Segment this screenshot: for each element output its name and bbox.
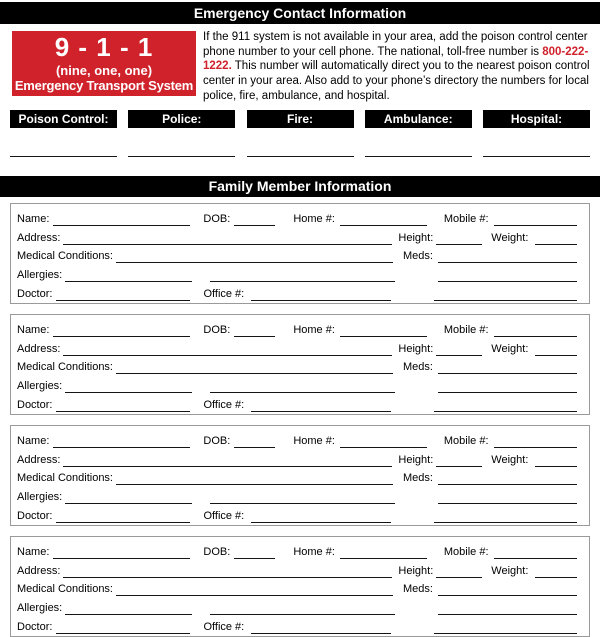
office-phone-fill-line [251, 408, 391, 412]
allergies-label: Allergies: [17, 380, 63, 393]
poison-control-phone-number: 800-222-1222. [203, 45, 589, 73]
intro-text-after: This number will automatically direct you to the nearest poison control center in your area. Also add to your phone’s directory the numbers for local police, fire, ambulance, and hospital. [203, 60, 590, 102]
home-phone-label: Home #: [293, 212, 335, 225]
name-label: Name: [17, 434, 50, 447]
height-label: Height: [398, 231, 434, 244]
name-label: Name: [17, 323, 50, 336]
member-row-address [17, 337, 577, 356]
address-label: Address: [17, 453, 61, 466]
family-members [10, 203, 590, 637]
height-label: Height: [398, 564, 434, 577]
medical-conditions-label: Medical Conditions: [17, 472, 113, 485]
member-row-name [17, 540, 577, 559]
weight-label: Weight: [491, 453, 529, 466]
member-row-allergies [17, 485, 577, 504]
name-label: Name: [17, 545, 50, 558]
meds-continuation-line-2 [434, 408, 577, 412]
family-header-bar [0, 176, 600, 197]
address-label: Address: [17, 231, 61, 244]
hospital-fill-line [483, 141, 590, 157]
doctor-label: Doctor: [17, 398, 53, 411]
doctor-fill-line [56, 519, 190, 523]
meds-continuation-line-2 [434, 297, 577, 301]
member-row-doctor [17, 504, 577, 523]
emergency-header-title: Emergency Contact Information [193, 5, 407, 21]
intro-paragraph [203, 30, 595, 104]
call-911-caption: Emergency Transport System [14, 78, 194, 93]
member-row-name [17, 207, 577, 226]
member-row-address [17, 559, 577, 578]
dob-label: DOB: [203, 434, 231, 447]
member-row-allergies [17, 263, 577, 282]
contact-label-police: Police: [128, 110, 235, 128]
ambulance-fill-line [365, 141, 472, 157]
member-row-address [17, 448, 577, 467]
contact-label-fire: Fire: [247, 110, 354, 128]
dob-label: DOB: [203, 545, 231, 558]
mobile-phone-label: Mobile #: [443, 434, 489, 447]
home-phone-label: Home #: [293, 323, 335, 336]
meds-label: Meds: [403, 583, 433, 596]
home-phone-label: Home #: [293, 545, 335, 558]
contact-label-hospital: Hospital: [483, 110, 590, 128]
fire-fill-line [247, 141, 354, 157]
member-row-address [17, 226, 577, 245]
member-row-allergies [17, 374, 577, 393]
weight-label: Weight: [491, 231, 529, 244]
allergies-label: Allergies: [17, 269, 63, 282]
address-label: Address: [17, 342, 61, 355]
doctor-label: Doctor: [17, 509, 53, 522]
family-member-block [10, 425, 590, 526]
member-row-medical [17, 245, 577, 264]
call-911-number: 9 - 1 - 1 [54, 32, 154, 62]
meds-label: Meds: [403, 361, 433, 374]
mobile-phone-label: Mobile #: [443, 545, 489, 558]
doctor-fill-line [56, 297, 190, 301]
family-member-block [10, 314, 590, 415]
office-phone-fill-line [251, 630, 391, 634]
medical-conditions-label: Medical Conditions: [17, 583, 113, 596]
member-row-doctor [17, 615, 577, 634]
office-phone-fill-line [251, 297, 391, 301]
meds-label: Meds: [403, 250, 433, 263]
mobile-phone-label: Mobile #: [443, 323, 489, 336]
member-row-doctor [17, 282, 577, 301]
allergies-label: Allergies: [17, 491, 63, 504]
member-row-medical [17, 578, 577, 597]
call-911-card [12, 31, 196, 96]
family-member-block [10, 536, 590, 637]
member-row-medical [17, 356, 577, 375]
dob-label: DOB: [203, 323, 231, 336]
name-label: Name: [17, 212, 50, 225]
office-phone-fill-line [251, 519, 391, 523]
police-fill-line [128, 141, 235, 157]
allergies-label: Allergies: [17, 602, 63, 615]
office-phone-label: Office #: [203, 620, 245, 633]
medical-conditions-label: Medical Conditions: [17, 361, 113, 374]
call-911-phonetic: (nine, one, one) [55, 63, 153, 78]
home-phone-label: Home #: [293, 434, 335, 447]
doctor-fill-line [56, 630, 190, 634]
mobile-phone-label: Mobile #: [443, 212, 489, 225]
office-phone-label: Office #: [203, 398, 245, 411]
member-row-medical [17, 467, 577, 486]
family-header-title: Family Member Information [208, 178, 392, 194]
contact-label-poison-control: Poison Control: [10, 110, 117, 128]
member-row-name [17, 318, 577, 337]
weight-label: Weight: [491, 342, 529, 355]
member-row-doctor [17, 393, 577, 412]
dob-label: DOB: [203, 212, 231, 225]
meds-label: Meds: [403, 472, 433, 485]
contact-labels-row [10, 110, 590, 128]
height-label: Height: [398, 453, 434, 466]
meds-continuation-line-2 [434, 519, 577, 523]
meds-continuation-line-2 [434, 630, 577, 634]
member-row-allergies [17, 596, 577, 615]
emergency-header-bar [0, 2, 600, 24]
doctor-fill-line [56, 408, 190, 412]
medical-conditions-label: Medical Conditions: [17, 250, 113, 263]
contact-label-ambulance: Ambulance: [365, 110, 472, 128]
poison-control-fill-line [10, 141, 117, 157]
height-label: Height: [398, 342, 434, 355]
member-row-name [17, 429, 577, 448]
family-member-block [10, 203, 590, 304]
office-phone-label: Office #: [203, 509, 245, 522]
weight-label: Weight: [491, 564, 529, 577]
doctor-label: Doctor: [17, 620, 53, 633]
doctor-label: Doctor: [17, 287, 53, 300]
address-label: Address: [17, 564, 61, 577]
contact-fill-lines-row [10, 141, 590, 157]
office-phone-label: Office #: [203, 287, 245, 300]
intro-text-before: If the 911 system is not available in your area, add the poison control center phone number to your cell phone. The national, toll-free number is [203, 31, 588, 58]
